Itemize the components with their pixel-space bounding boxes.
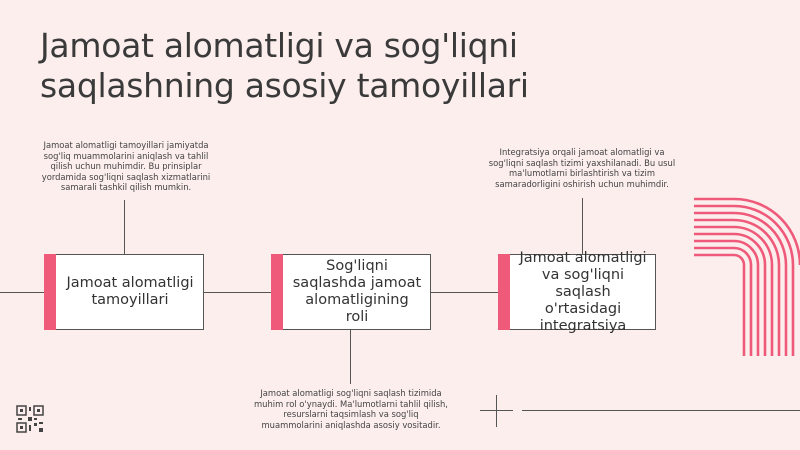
- node-accent-bar: [271, 254, 283, 330]
- node-label: Jamoat alomatligi va sog'liqni saqlash o'rtasidagi integratsiya: [519, 249, 647, 334]
- decorative-plus-vertical: [496, 395, 497, 427]
- connector-left: [0, 292, 44, 293]
- decorative-arcs: [694, 196, 800, 356]
- node-box-3: [498, 249, 656, 334]
- node-box-2: [271, 254, 431, 330]
- connector-desc-3: [582, 198, 583, 254]
- connector-desc-1: [124, 200, 125, 254]
- node-label: Sog'liqni saqlashda jamoat alomatligining roli: [292, 258, 422, 325]
- node-accent-bar: [498, 254, 510, 330]
- node-label: Jamoat alomatligi tamoyillari: [66, 275, 194, 308]
- node-description-2: Jamoat alomatligi sog'liqni saqlash tizimida muhim rol o'ynaydi. Ma'lumotlarni tahlil qilish, resurslarni taqsimlash va sog'liq muammolarini aniqlashda asosiy vositadir.: [254, 388, 448, 430]
- node-accent-bar: [44, 254, 56, 330]
- connector-1-2: [204, 292, 271, 293]
- slide-title: Jamoat alomatligi va sog'liqni saqlashning asosiy tamoyillari: [40, 26, 529, 105]
- node-description-1: Jamoat alomatligi tamoyillari jamiyatda sog'liq muammolarini aniqlash va tahlil qilish uchun muhimdir. Bu prinsiplar yordamida sog'liqni saqlash xizmatlarini samarali tashkil qilish mumkin.: [41, 140, 211, 192]
- node-box-1: [44, 254, 204, 330]
- node-description-3: Integratsiya orqali jamoat alomatligi va sog'liqni saqlash tizimi yaxshilanadi. Bu usul ma'lumotlarni birlashtirish va tizim samaradorligini oshirish uchun muhimdir.: [488, 147, 676, 189]
- qr-code-icon: [16, 405, 44, 433]
- connector-desc-2: [350, 330, 351, 384]
- decorative-line: [522, 410, 800, 411]
- connector-2-3: [431, 292, 498, 293]
